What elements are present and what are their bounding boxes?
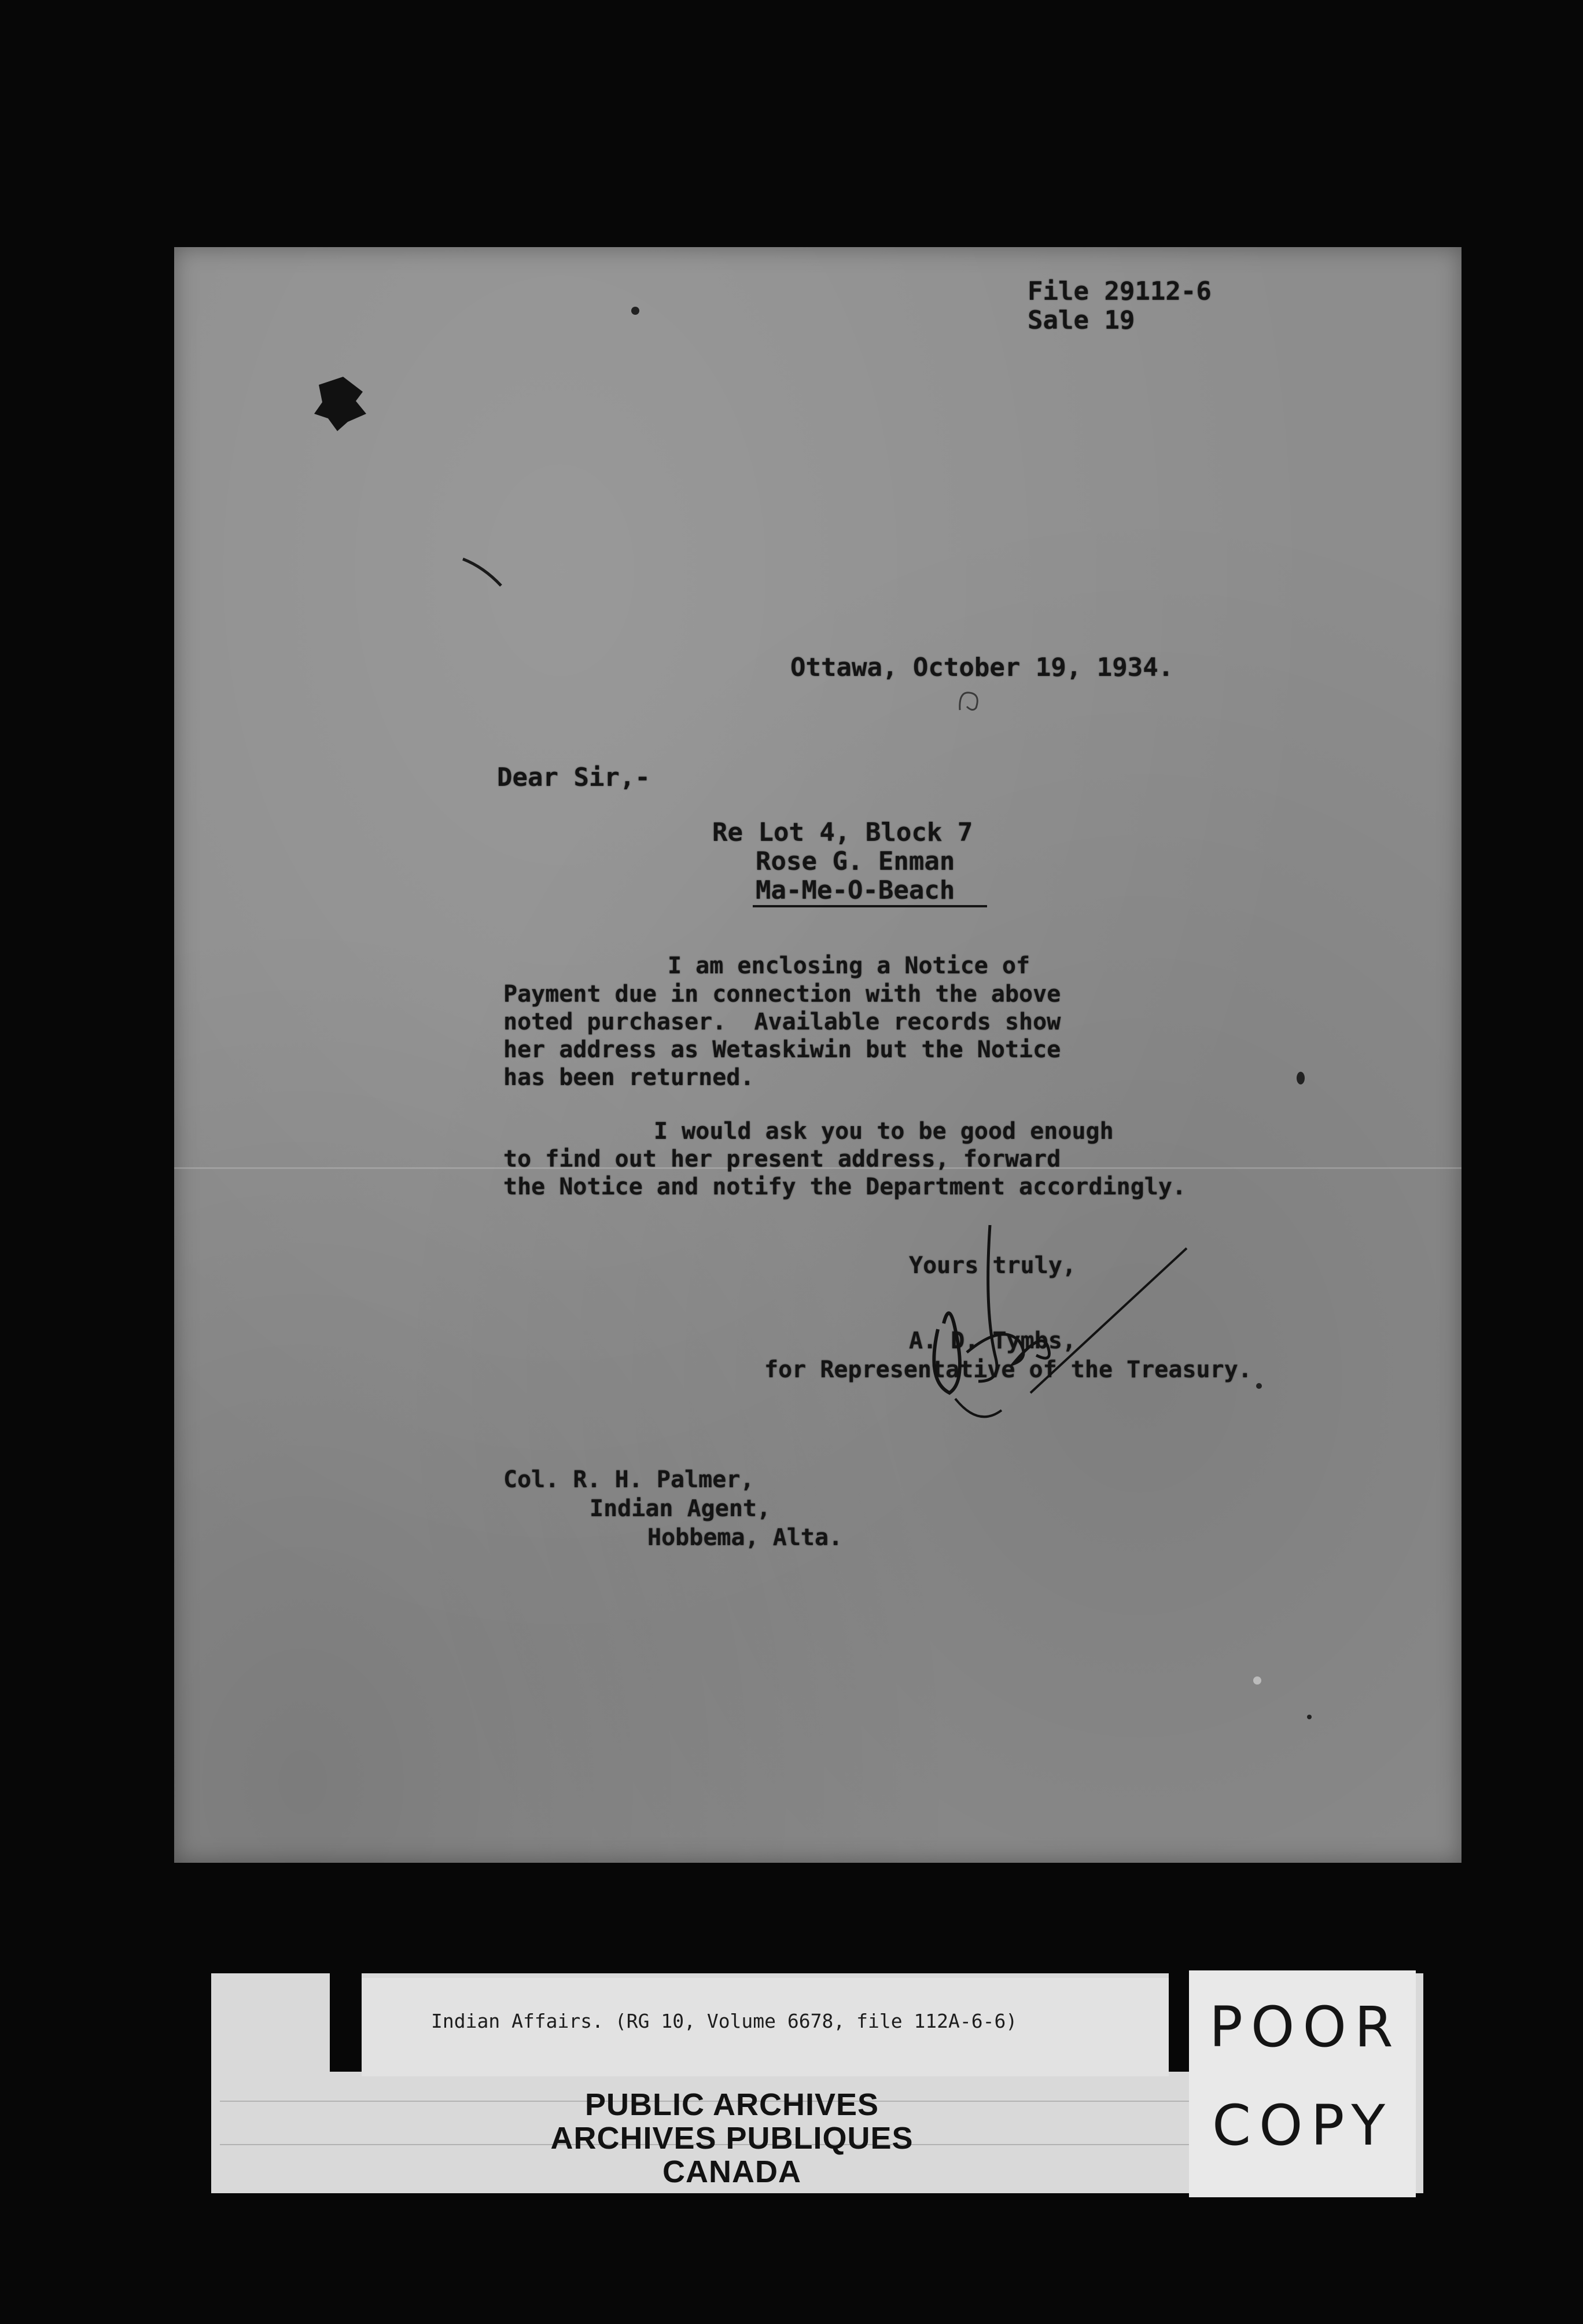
- addressee-line-3: Hobbema, Alta.: [647, 1524, 843, 1551]
- date-line: Ottawa, October 19, 1934.: [790, 653, 1174, 682]
- handwritten-signature: [915, 1208, 1204, 1428]
- complimentary-close: Yours truly,: [909, 1252, 1076, 1279]
- archive-reference: Indian Affairs. (RG 10, Volume 6678, file 112A-6-6): [431, 2010, 1018, 2032]
- signer-title: for Representative of the Treasury.: [764, 1356, 1252, 1383]
- archives-line-2: ARCHIVES PUBLIQUES: [550, 2121, 914, 2156]
- addressee-line-2: Indian Agent,: [590, 1495, 771, 1522]
- paragraph-1-line-2: Payment due in connection with the above: [503, 981, 1061, 1007]
- re-underline: [753, 905, 987, 907]
- paragraph-2-line-2: to find out her present address, forward: [503, 1146, 1061, 1172]
- paragraph-1-line-5: has been returned.: [503, 1064, 754, 1091]
- speck: [1307, 1715, 1312, 1719]
- paragraph-1-line-1: I am enclosing a Notice of: [668, 953, 1030, 979]
- archives-line-1: PUBLIC ARCHIVES: [584, 2087, 879, 2122]
- re-line-3: Ma-Me-O-Beach: [756, 876, 955, 905]
- file-number: File 29112-6: [1028, 277, 1212, 306]
- handwritten-note-line-1: POOR: [1209, 1995, 1401, 2060]
- speck: [1253, 1676, 1261, 1685]
- paragraph-1-line-4: her address as Wetaskiwin but the Notice: [503, 1036, 1061, 1063]
- speck: [1256, 1383, 1262, 1389]
- salutation: Dear Sir,-: [497, 763, 650, 792]
- speck: [1297, 1072, 1305, 1084]
- archives-line-3: CANADA: [662, 2154, 801, 2189]
- handwritten-note-line-2: COPY: [1212, 2093, 1394, 2158]
- label-notch: [1169, 1973, 1189, 2072]
- sale-number: Sale 19: [1028, 306, 1135, 335]
- ink-blot: [307, 373, 371, 437]
- speck: [631, 307, 639, 315]
- re-line-2: Rose G. Enman: [756, 847, 955, 876]
- paragraph-2-line-3: the Notice and notify the Department accordingly.: [503, 1174, 1187, 1200]
- paragraph-2-line-1: I would ask you to be good enough: [654, 1118, 1114, 1145]
- paragraph-1-line-3: noted purchaser. Available records show: [503, 1009, 1061, 1035]
- re-line-1: Re Lot 4, Block 7: [712, 818, 973, 847]
- stray-mark: [461, 557, 507, 591]
- label-notch: [330, 1973, 362, 2072]
- signer-name: A. D. Tymbs,: [909, 1328, 1076, 1354]
- pencil-mark: [955, 686, 990, 715]
- addressee-line-1: Col. R. H. Palmer,: [503, 1466, 754, 1493]
- letter-page: [174, 247, 1461, 1863]
